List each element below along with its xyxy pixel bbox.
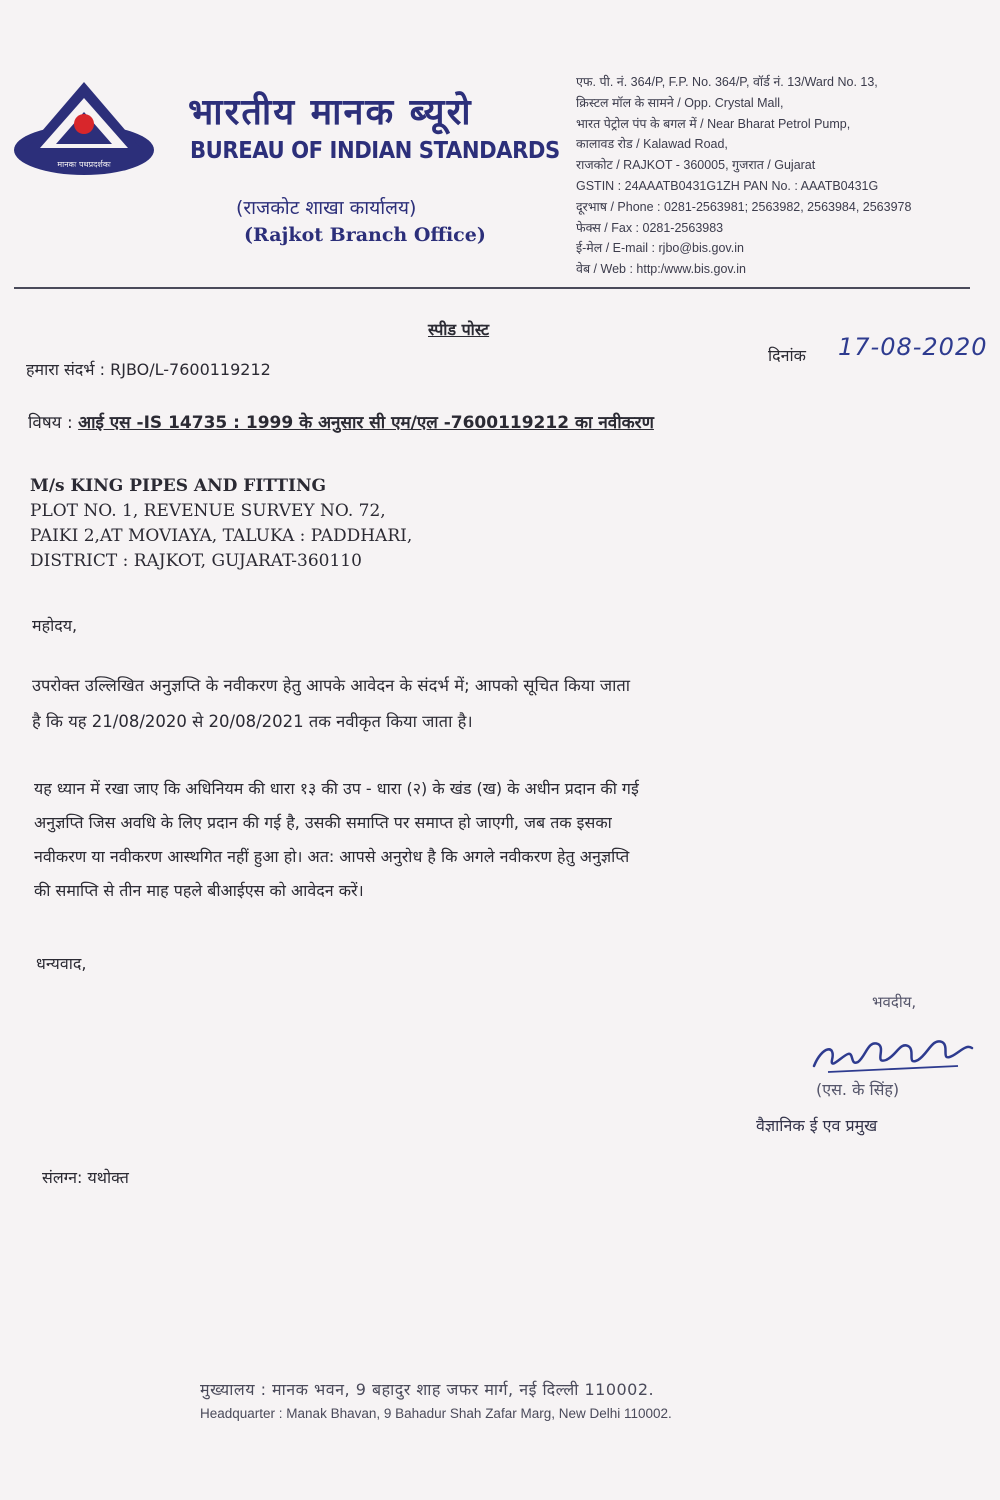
paragraph-line: अनुज्ञप्ति जिस अवधि के लिए प्रदान की गई है, उसकी समाप्ति पर समाप्त हो जाएगी, जब तक इसका [34,813,612,832]
branch-name-english: (Rajkot Branch Office) [244,224,486,246]
addressee-name: M/s KING PIPES AND FITTING [30,476,327,496]
addressee-line: PLOT NO. 1, REVENUE SURVEY NO. 72, [30,501,386,521]
address-line: फेक्स / Fax : 0281-2563983 [576,220,724,235]
paragraph-line: की समाप्ति से तीन माह पहले बीआईएस को आवेदन करें। [34,881,364,900]
branch-name-hindi: (राजकोट शाखा कार्यालय) [236,197,417,219]
enclosure-note: संलग्न: यथोक्त [42,1168,129,1187]
address-line: दूरभाष / Phone : 0281-2563981; 2563982, 2563984, 2563978 [576,199,912,214]
address-line: कालावड रोड / Kalawad Road, [576,137,728,152]
date-label: दिनांक [768,346,806,365]
address-line: भारत पेट्रोल पंप के बगल में / Near Bharat Petrol Pump, [576,116,851,131]
bis-logo-icon [12,78,160,178]
subject-text: आई एस -IS 14735 : 1999 के अनुसार सी एम/एल -7600119212 का नवीकरण [78,413,654,433]
paragraph-line: है कि यह 21/08/2020 से 20/08/2021 तक नवीकृत किया जाता है। [32,712,473,731]
address-line: वेब / Web : http:/www.bis.gov.in [576,262,746,277]
yours-faithfully: भवदीय, [872,993,917,1011]
logo-motto: मानकः पथप्रदर्शकः [57,160,111,169]
address-line: GSTIN : 24AAATB0431G1ZH PAN No. : AAATB0431G [576,178,879,193]
org-name-hindi: भारतीय मानक ब्यूरो [188,92,473,133]
address-line: राजकोट / RAJKOT - 360005, गुजरात / Gujarat [576,158,816,173]
address-line: ई-मेल / E-mail : rjbo@bis.gov.in [576,241,744,256]
footer-english: Headquarter : Manak Bhavan, 9 Bahadur Shah Zafar Marg, New Delhi 110002. [200,1406,672,1421]
closing-thanks: धन्यवाद, [36,954,87,973]
addressee-block [30,474,412,574]
office-address [576,72,996,280]
body-paragraph-1 [32,668,942,740]
signature-icon [808,1026,978,1082]
addressee-line: DISTRICT : RAJKOT, GUJARAT-360110 [30,551,362,571]
reference-number: हमारा संदर्भ : RJBO/L-7600119212 [26,360,271,379]
addressee-line: PAIKI 2,AT MOVIAYA, TALUKA : PADDHARI, [30,526,413,546]
address-line: क्रिस्टल मॉल के सामने / Opp. Crystal Mall, [576,95,784,110]
paragraph-line: उपरोक्त उल्लिखित अनुज्ञप्ति के नवीकरण हेतु आपके आवेदन के संदर्भ में; आपको सूचित किया जाता [32,676,631,695]
signer-designation: वैज्ञानिक ई एव प्रमुख [756,1116,878,1135]
signer-name: (एस. के सिंह) [816,1080,900,1099]
post-type: स्पीड पोस्ट [428,320,490,339]
handwritten-date: 17-08-2020 [838,333,988,361]
address-line: एफ. पी. नं. 364/P, F.P. No. 364/P, वॉर्ड नं. 13/Ward No. 13, [576,75,878,89]
body-paragraph-2 [34,772,944,908]
paragraph-line: नवीकरण या नवीकरण आस्थगित नहीं हुआ हो। अत: आपसे अनुरोध है कि अगले नवीकरण हेतु अनुज्ञप्ति [34,847,630,866]
header-divider [14,287,970,289]
footer-hindi: मुख्यालय : मानक भवन, 9 बहादुर शाह जफर मार्ग, नई दिल्ली 110002. [200,1380,655,1399]
subject-line [28,410,654,433]
paragraph-line: यह ध्यान में रखा जाए कि अधिनियम की धारा १३ की उप - धारा (२) के खंड (ख) के अधीन प्रदान की गई [34,779,639,798]
org-name-english: BUREAU OF INDIAN STANDARDS [190,138,560,164]
salutation: महोदय, [32,616,78,635]
subject-label: विषय : [28,413,73,433]
